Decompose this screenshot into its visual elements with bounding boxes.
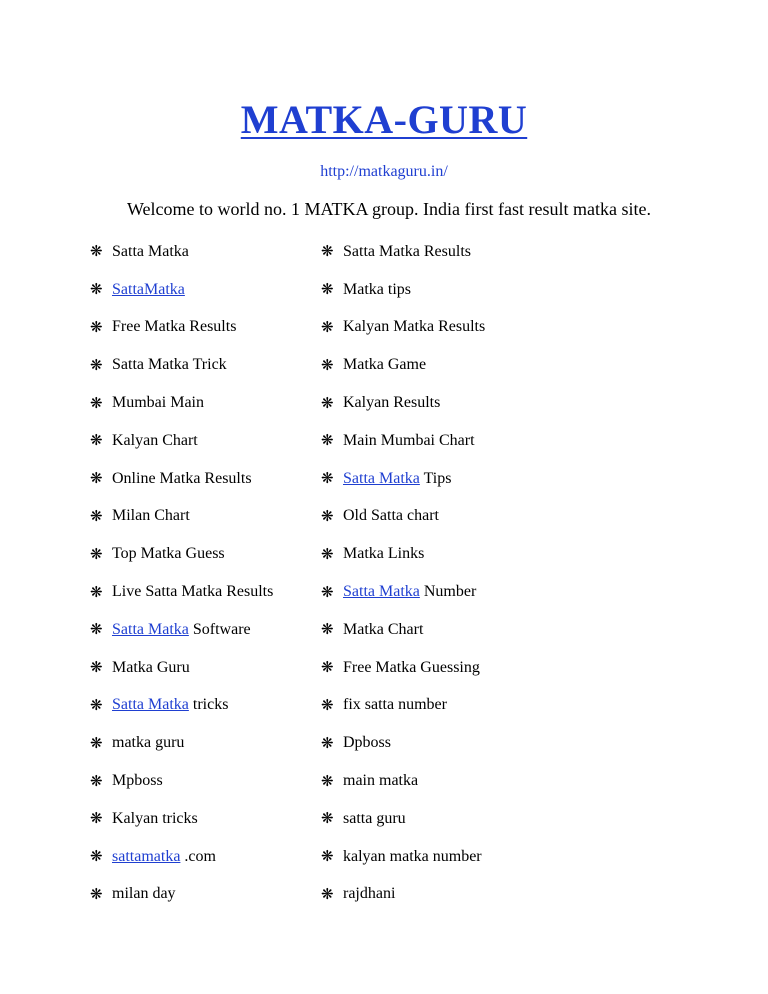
list-row: [90, 724, 730, 762]
page-title: MATKA-GURU: [240, 97, 528, 142]
list-item: [90, 242, 321, 261]
bullet-icon: ❋: [90, 622, 103, 639]
bullet-icon: ❋: [90, 697, 103, 714]
list-row: [90, 422, 730, 460]
keyword-text: Matka Guru: [112, 658, 190, 676]
list-row: [90, 271, 730, 309]
list-row: [90, 762, 730, 800]
bullet-icon: ❋: [321, 622, 334, 639]
list-item[interactable]: [321, 583, 641, 602]
keyword-text: main matka: [343, 772, 419, 790]
site-url-link[interactable]: [0, 163, 768, 181]
bullet-icon: ❋: [321, 244, 334, 261]
bullet-icon: ❋: [321, 697, 334, 714]
list-item: [321, 809, 641, 828]
list-item: [321, 318, 641, 337]
keyword-text: Kalyan Chart: [112, 431, 198, 449]
list-item: [321, 431, 641, 450]
list-row: [90, 687, 730, 725]
keyword-text: Matka Game: [343, 356, 427, 374]
list-item: [90, 507, 321, 526]
keyword-link[interactable]: Satta Matka: [343, 583, 420, 601]
keyword-text: rajdhani: [343, 885, 396, 903]
keyword-text: Milan Chart: [112, 507, 190, 525]
list-item: [321, 734, 641, 753]
list-item: [90, 734, 321, 753]
keyword-text: matka guru: [112, 734, 185, 752]
keyword-text: fix satta number: [343, 696, 447, 714]
list-item: [90, 545, 321, 564]
list-item: [321, 242, 641, 261]
list-row: [90, 611, 730, 649]
bullet-icon: ❋: [321, 811, 334, 828]
list-item: [90, 394, 321, 413]
welcome-text: Welcome to world no. 1 MATKA group. India first fast result matka site.: [127, 199, 651, 219]
list-item: [321, 658, 641, 677]
bullet-icon: ❋: [321, 282, 334, 299]
bullet-icon: ❋: [90, 849, 103, 866]
list-row: [90, 535, 730, 573]
list-item: [90, 658, 321, 677]
list-item[interactable]: [90, 696, 321, 715]
keyword-text: Top Matka Guess: [112, 545, 225, 563]
list-item: [90, 772, 321, 791]
keyword-text: milan day: [112, 885, 176, 903]
keyword-text: Kalyan Matka Results: [343, 318, 486, 336]
bullet-icon: ❋: [321, 849, 334, 866]
keyword-link[interactable]: Satta Matka: [112, 696, 189, 714]
bullet-icon: ❋: [321, 773, 334, 790]
list-item: [321, 394, 641, 413]
keyword-link[interactable]: sattamatka: [112, 847, 181, 865]
bullet-icon: ❋: [90, 395, 103, 412]
bullet-icon: ❋: [90, 244, 103, 261]
keyword-text: Mpboss: [112, 772, 163, 790]
bullet-icon: ❋: [90, 282, 103, 299]
bullet-icon: ❋: [90, 660, 103, 677]
list-row: [90, 498, 730, 536]
bullet-icon: ❋: [321, 357, 334, 374]
keyword-text: Matka tips: [343, 280, 411, 298]
list-row: [90, 460, 730, 498]
keyword-text: Kalyan Results: [343, 394, 441, 412]
keyword-text: Kalyan tricks: [112, 809, 198, 827]
list-item: [321, 507, 641, 526]
list-item: [321, 545, 641, 564]
keyword-link[interactable]: SattaMatka: [112, 280, 185, 298]
list-item: [321, 847, 641, 866]
keyword-text: Satta Matka: [112, 242, 189, 260]
list-item: [321, 696, 641, 715]
bullet-icon: ❋: [90, 773, 103, 790]
list-row: [90, 309, 730, 347]
bullet-icon: ❋: [90, 546, 103, 563]
bullet-icon: ❋: [90, 584, 103, 601]
keyword-link[interactable]: Satta Matka: [343, 469, 420, 487]
list-item[interactable]: [90, 847, 321, 866]
bullet-icon: ❋: [321, 433, 334, 450]
keyword-text: Satta Matka Results: [343, 242, 471, 260]
list-row: [90, 384, 730, 422]
list-item: [321, 620, 641, 639]
bullet-icon: ❋: [321, 546, 334, 563]
keyword-text: Free Matka Results: [112, 318, 237, 336]
keyword-text: Matka Links: [343, 545, 425, 563]
list-item: [90, 583, 321, 602]
list-item: [321, 772, 641, 791]
keyword-text: Free Matka Guessing: [343, 658, 480, 676]
bullet-icon: ❋: [90, 735, 103, 752]
keyword-text: Satta Matka Trick: [112, 356, 227, 374]
bullet-icon: ❋: [321, 886, 334, 903]
keyword-link[interactable]: Satta Matka: [112, 620, 189, 638]
list-row: [90, 573, 730, 611]
keyword-text: Number: [419, 583, 477, 601]
list-item[interactable]: [321, 469, 641, 488]
bullet-icon: ❋: [90, 433, 103, 450]
keyword-text: kalyan matka number: [343, 847, 482, 865]
bullet-icon: ❋: [90, 811, 103, 828]
keyword-text: Mumbai Main: [112, 394, 204, 412]
site-url-text[interactable]: http://matkaguru.in/: [320, 163, 448, 180]
keyword-text: Online Matka Results: [112, 469, 252, 487]
keyword-text: satta guru: [343, 809, 406, 827]
bullet-icon: ❋: [90, 471, 103, 488]
bullet-icon: ❋: [321, 660, 334, 677]
list-item: [321, 885, 641, 904]
keyword-text: Software: [188, 620, 251, 638]
list-item: [90, 318, 321, 337]
list-item: [90, 431, 321, 450]
list-row: [90, 838, 730, 876]
list-item: [321, 356, 641, 375]
list-item: [90, 809, 321, 828]
keyword-text: Matka Chart: [343, 620, 424, 638]
list-item: [321, 280, 641, 299]
list-item: [90, 356, 321, 375]
keyword-text: Tips: [419, 469, 452, 487]
list-row: [90, 233, 730, 271]
bullet-icon: ❋: [90, 357, 103, 374]
bullet-icon: ❋: [321, 508, 334, 525]
keyword-text: Live Satta Matka Results: [112, 583, 274, 601]
list-row: [90, 649, 730, 687]
bullet-icon: ❋: [321, 584, 334, 601]
bullet-icon: ❋: [321, 319, 334, 336]
list-row: [90, 876, 730, 914]
keyword-list: [90, 233, 730, 913]
bullet-icon: ❋: [90, 319, 103, 336]
list-item[interactable]: [90, 620, 321, 639]
keyword-text: Old Satta chart: [343, 507, 439, 525]
keyword-text: tricks: [188, 696, 229, 714]
list-item: [90, 885, 321, 904]
keyword-text: .com: [180, 847, 216, 865]
keyword-text: Main Mumbai Chart: [343, 431, 475, 449]
bullet-icon: ❋: [90, 886, 103, 903]
bullet-icon: ❋: [321, 735, 334, 752]
list-item: [90, 469, 321, 488]
list-row: [90, 800, 730, 838]
bullet-icon: ❋: [321, 471, 334, 488]
list-item[interactable]: [90, 280, 321, 299]
bullet-icon: ❋: [321, 395, 334, 412]
keyword-text: Dpboss: [343, 734, 392, 752]
bullet-icon: ❋: [90, 508, 103, 525]
list-row: [90, 346, 730, 384]
